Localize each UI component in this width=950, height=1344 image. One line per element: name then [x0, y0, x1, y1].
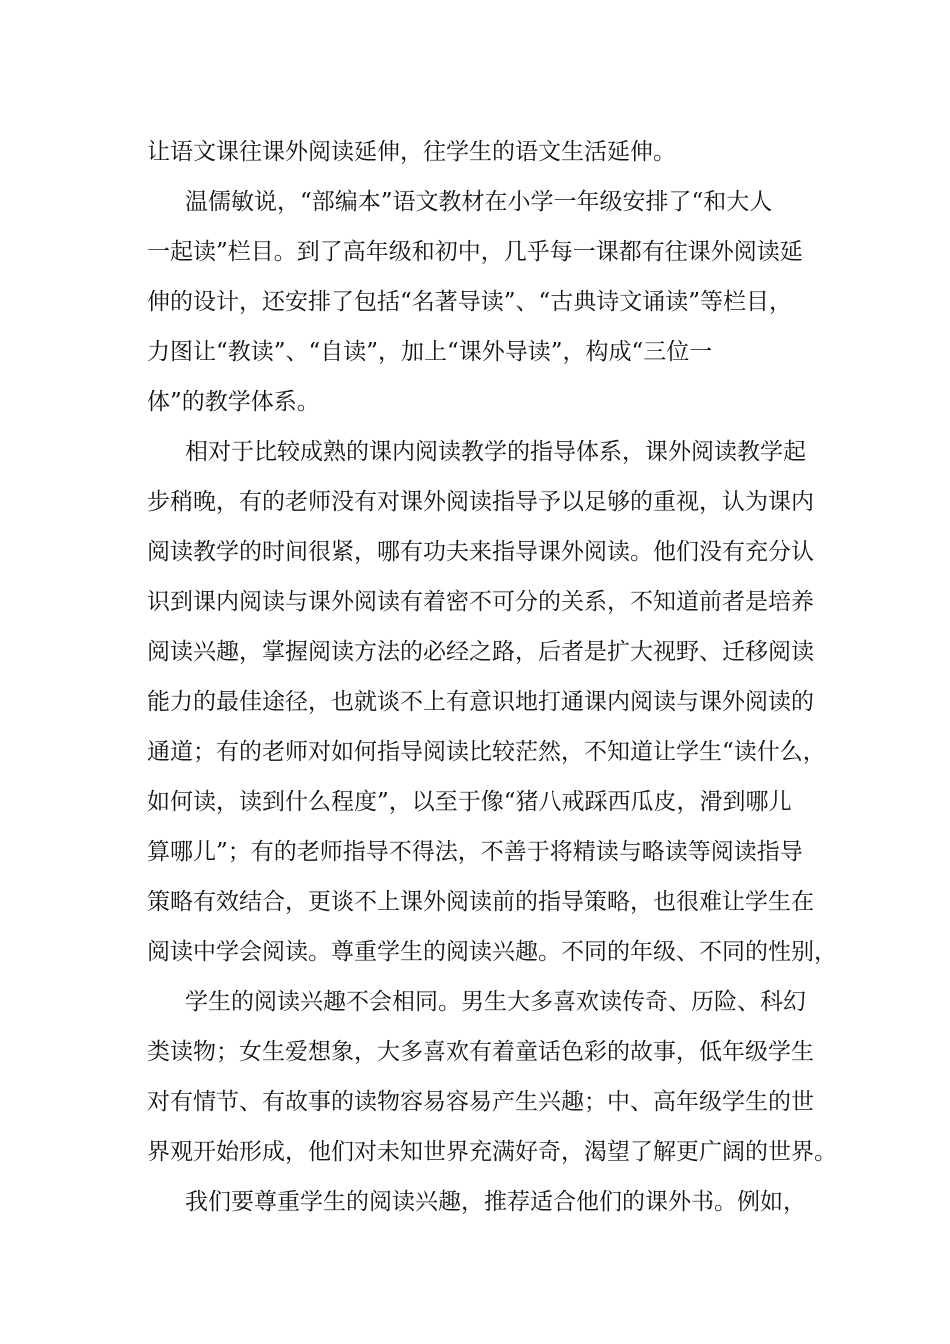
text-line: 识到课内阅读与课外阅读有着密不可分的关系，不知道前者是培养: [147, 589, 814, 615]
text-line: 一起读”栏目。到了高年级和初中，几乎每一课都有往课外阅读延: [147, 239, 803, 265]
text-line: 相对于比较成熟的课内阅读教学的指导体系，课外阅读教学起: [185, 439, 806, 465]
text-line: 能力的最佳途径，也就谈不上有意识地打通课内阅读与课外阅读的: [147, 689, 814, 715]
text-line: 力图让“教读”、“自读”，加上“课外导读”，构成“三位一: [147, 339, 713, 365]
text-line: 类读物；女生爱想象，大多喜欢有着童话色彩的故事，低年级学生: [147, 1039, 814, 1065]
text-line: 阅读中学会阅读。尊重学生的阅读兴趣。不同的年级、不同的性别，: [147, 939, 837, 965]
text-line: 算哪儿”；有的老师指导不得法，不善于将精读与略读等阅读指导: [147, 839, 803, 865]
text-line: 让语文课往课外阅读延伸，往学生的语文生活延伸。: [147, 139, 676, 165]
text-line: 我们要尊重学生的阅读兴趣，推荐适合他们的课外书。例如，: [185, 1189, 806, 1215]
text-line: 阅读兴趣，掌握阅读方法的必经之路，后者是扩大视野、迁移阅读: [147, 639, 814, 665]
text-line: 策略有效结合，更谈不上课外阅读前的指导策略，也很难让学生在: [147, 889, 814, 915]
text-line: 阅读教学的时间很紧，哪有功夫来指导课外阅读。他们没有充分认: [147, 539, 814, 565]
text-line: 伸的设计，还安排了包括“名著导读”、“古典诗文诵读”等栏目，: [147, 289, 793, 315]
text-line: 对有情节、有故事的读物容易容易产生兴趣；中、高年级学生的世: [147, 1089, 814, 1115]
text-line: 步稍晚，有的老师没有对课外阅读指导予以足够的重视，认为课内: [147, 489, 814, 515]
text-line: 通道；有的老师对如何指导阅读比较茫然，不知道让学生“读什么，: [147, 739, 826, 765]
text-line: 界观开始形成，他们对未知世界充满好奇，渴望了解更广阔的世界。: [147, 1139, 837, 1165]
text-line: 体”的教学体系。: [147, 389, 320, 415]
text-line: 学生的阅读兴趣不会相同。男生大多喜欢读传奇、历险、科幻: [185, 989, 806, 1015]
text-line: 如何读，读到什么程度”，以至于像“猪八戒踩西瓜皮，滑到哪儿: [147, 789, 792, 815]
text-line: 温儒敏说，“部编本”语文教材在小学一年级安排了“和大人: [185, 189, 773, 215]
